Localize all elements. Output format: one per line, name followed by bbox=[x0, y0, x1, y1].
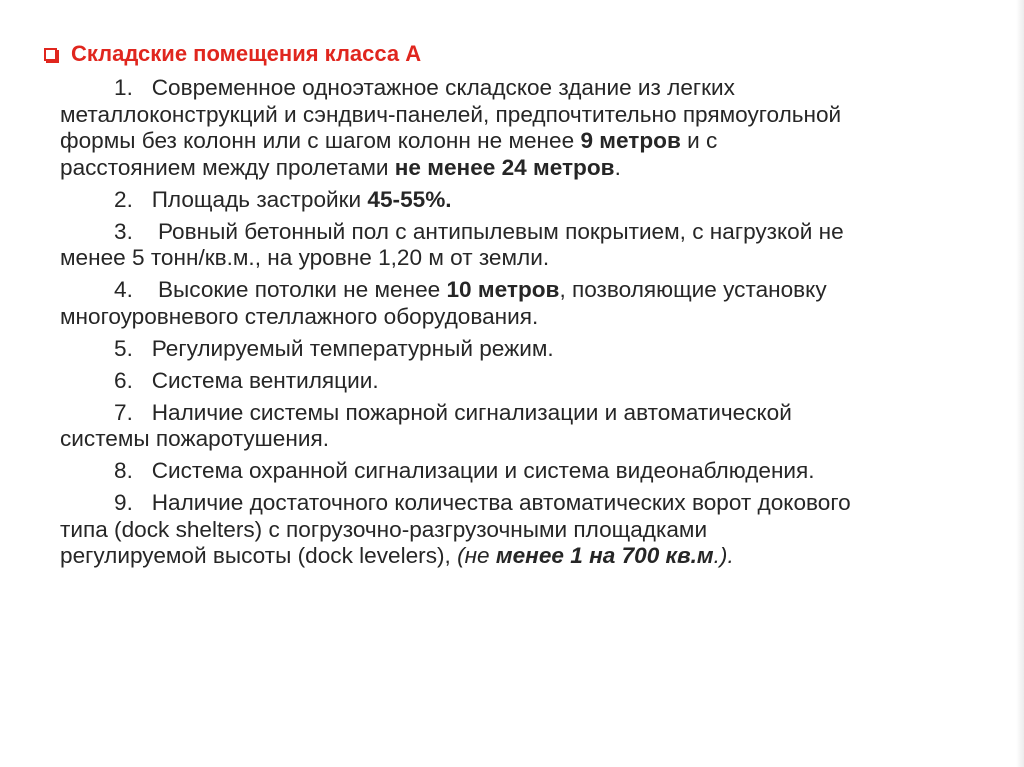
list-item-number: 6. bbox=[114, 367, 152, 393]
list-item-text: Система охранной сигнализации и система видеонаблюдения. bbox=[151, 458, 815, 483]
list-item-number: 5. bbox=[114, 335, 152, 361]
list-item-text: не менее 24 метров bbox=[394, 154, 615, 180]
list-item-line bbox=[60, 155, 990, 182]
list-item-line bbox=[60, 219, 990, 246]
slide-edge-shadow bbox=[1016, 0, 1024, 767]
list-item-number: 7. bbox=[114, 399, 152, 425]
list-item-number: 4. bbox=[114, 277, 152, 302]
list-item-text: Современное одноэтажное складское здание из легких bbox=[151, 75, 735, 100]
list-item-text: 10 метров bbox=[446, 277, 560, 302]
list-item-text: Высокие потолки не менее bbox=[151, 277, 447, 302]
list-item-line bbox=[60, 458, 990, 485]
list-item-line bbox=[60, 102, 990, 129]
list-item-number: 2. bbox=[114, 186, 152, 212]
list-item-line bbox=[60, 277, 990, 304]
list-item-line bbox=[60, 368, 990, 395]
list-item-text: менее 1 на 700 кв.м bbox=[495, 543, 714, 568]
list-item bbox=[60, 187, 990, 214]
list-item-text: 45-55%. bbox=[367, 186, 452, 212]
list-item-line bbox=[60, 245, 990, 272]
list-item-text: Наличие достаточного количества автоматических ворот докового bbox=[151, 490, 851, 515]
list-item-line bbox=[60, 400, 990, 427]
list-item-text: металлоконструкций и сэндвич-панелей, предпочтительно прямоугольной bbox=[60, 101, 842, 127]
list-item-text: многоуровневого стеллажного оборудования. bbox=[60, 303, 539, 329]
requirements-list bbox=[60, 75, 990, 575]
list-item-line bbox=[60, 336, 990, 363]
list-item bbox=[60, 75, 990, 181]
slide-heading bbox=[44, 42, 421, 66]
list-item-line bbox=[60, 187, 990, 214]
list-item-text: системы пожаротушения. bbox=[60, 426, 329, 451]
list-item bbox=[60, 277, 990, 330]
list-item-number: 3. bbox=[114, 218, 152, 244]
list-item-line bbox=[60, 304, 990, 331]
list-item-text: Регулируемый температурный режим. bbox=[151, 335, 554, 361]
list-item-text: Ровный бетонный пол с антипылевым покрытием, с нагрузкой не bbox=[151, 218, 844, 244]
list-item-text: Система вентиляции. bbox=[151, 367, 379, 393]
list-item bbox=[60, 368, 990, 395]
heading-text: Складские помещения класса А bbox=[71, 41, 422, 66]
list-item-line bbox=[60, 490, 990, 517]
list-item-text: менее 5 тонн/кв.м., на уровне 1,20 м от земли. bbox=[60, 245, 550, 270]
list-item-number: 9. bbox=[114, 490, 152, 515]
list-item-number: 1. bbox=[114, 75, 152, 100]
list-item-line bbox=[60, 543, 990, 570]
list-item bbox=[60, 219, 990, 272]
list-item-number: 8. bbox=[114, 458, 152, 483]
list-item-line bbox=[60, 517, 990, 544]
list-item-text: Наличие системы пожарной сигнализации и автоматической bbox=[151, 399, 792, 425]
list-item-line bbox=[60, 75, 990, 102]
list-item bbox=[60, 400, 990, 453]
list-item-text: , позволяющие установку bbox=[559, 277, 827, 302]
list-item bbox=[60, 336, 990, 363]
list-item-text: формы без колонн или с шагом колонн не менее bbox=[60, 128, 581, 153]
checkbox-icon bbox=[44, 48, 57, 61]
list-item-text: .). bbox=[713, 543, 734, 568]
list-item bbox=[60, 458, 990, 485]
list-item-text: расстоянием между пролетами bbox=[60, 154, 395, 180]
list-item-line bbox=[60, 128, 990, 155]
list-item-text: Площадь застройки bbox=[151, 186, 368, 212]
list-item-text: регулируемой высоты (dock levelers), bbox=[60, 543, 458, 568]
list-item-line bbox=[60, 426, 990, 453]
list-item-text: . bbox=[614, 154, 621, 180]
list-item-text: типа (dock shelters) с погрузочно-разгрузочными площадками bbox=[60, 516, 708, 542]
list-item-text: 9 метров bbox=[580, 128, 681, 153]
list-item bbox=[60, 490, 990, 570]
list-item-text: (не bbox=[457, 543, 496, 568]
list-item-text: и с bbox=[680, 128, 718, 153]
